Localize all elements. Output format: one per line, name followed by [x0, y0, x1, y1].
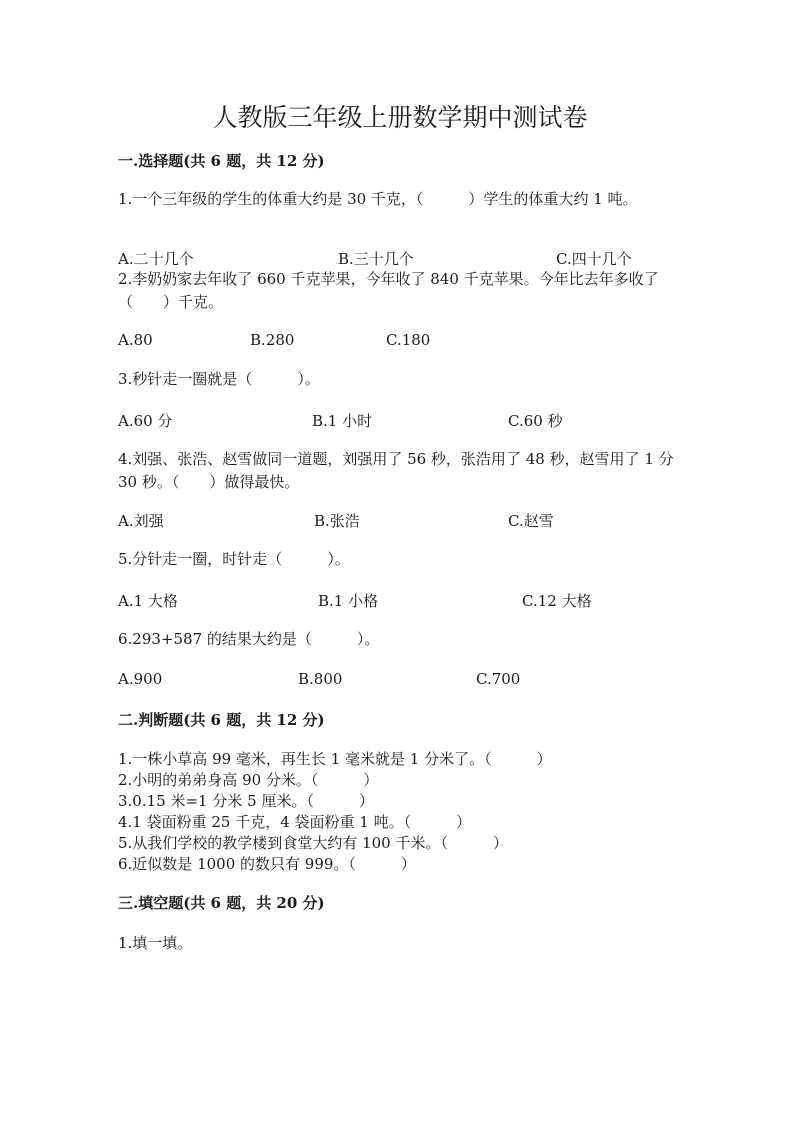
question-6-option-b: B.800: [298, 670, 343, 688]
question-4: 4.刘强、张浩、赵雪做同一道题，刘强用了 56 秒，张浩用了 48 秒，赵雪用了 1 分 30 秒。（ ）做得最快。: [118, 450, 674, 491]
question-2-option-b: B.280: [250, 331, 295, 349]
judgement-item-3: 3.0.15 米=1 分米 5 厘米。（ ）: [118, 792, 374, 810]
question-5: 5.分针走一圈，时针走（ ）。: [118, 550, 350, 568]
question-4-option-b: B.张浩: [314, 512, 360, 530]
question-3-option-c: C.60 秒: [508, 412, 563, 430]
judgement-item-6: 6.近似数是 1000 的数只有 999。（ ）: [118, 855, 416, 873]
question-2-option-a: A.80: [118, 331, 153, 349]
question-6-option-a: A.900: [118, 670, 163, 688]
question-5-option-a: A.1 大格: [118, 592, 178, 610]
question-2: 2.李奶奶家去年收了 660 千克苹果，今年收了 840 千克苹果。今年比去年多收了（ ）千克。: [118, 270, 659, 311]
question-1: 1.一个三年级的学生的体重大约是 30 千克，（ ）学生的体重大约 1 吨。: [118, 190, 638, 208]
question-3-option-b: B.1 小时: [312, 412, 373, 430]
question-3: 3.秒针走一圈就是（ ）。: [118, 370, 320, 388]
judgement-item-4: 4.1 袋面粉重 25 千克，4 袋面粉重 1 吨。（ ）: [118, 813, 472, 831]
question-2-option-c: C.180: [386, 331, 431, 349]
section-heading-choice: 一.选择题(共 6 题，共 12 分): [118, 152, 325, 170]
section-heading-fill-in: 三.填空题(共 6 题，共 20 分): [118, 894, 325, 912]
question-6-option-c: C.700: [476, 670, 521, 688]
question-3-option-a: A.60 分: [118, 412, 173, 430]
judgement-item-2: 2.小明的弟弟身高 90 分米。（ ）: [118, 771, 379, 789]
question-4-option-c: C.赵雪: [508, 512, 554, 530]
question-4-option-a: A.刘强: [118, 512, 164, 530]
judgement-item-5: 5.从我们学校的教学楼到食堂大约有 100 千米。（ ）: [118, 834, 508, 852]
question-6: 6.293+587 的结果大约是（ ）。: [118, 630, 380, 648]
question-1-option-a: A.二十几个: [118, 250, 194, 268]
question-5-option-c: C.12 大格: [522, 592, 592, 610]
question-1-option-c: C.四十几个: [556, 250, 632, 268]
judgement-item-1: 1.一株小草高 99 毫米，再生长 1 毫米就是 1 分米了。（ ）: [118, 750, 552, 768]
question-5-option-b: B.1 小格: [318, 592, 379, 610]
section-heading-judgement: 二.判断题(共 6 题，共 12 分): [118, 711, 325, 729]
fill-in-item-1: 1.填一填。: [118, 934, 193, 952]
page-title: 人教版三年级上册数学期中测试卷: [212, 103, 588, 132]
question-1-option-b: B.三十几个: [338, 250, 414, 268]
